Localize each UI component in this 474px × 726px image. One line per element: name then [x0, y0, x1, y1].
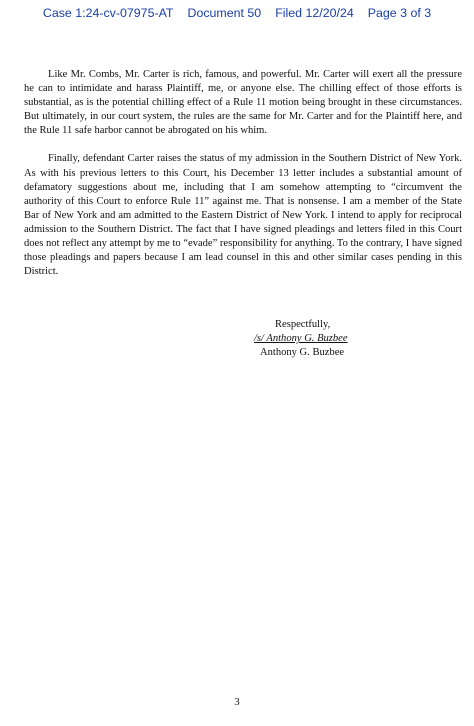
page-indicator: Page 3 of 3	[367, 6, 432, 20]
signer-name: Anthony G. Buzbee	[260, 347, 345, 358]
page-number: 3	[234, 697, 240, 708]
filed-date: Filed 12/20/24	[275, 6, 354, 20]
case-number: Case 1:24-cv-07975-AT	[42, 6, 174, 20]
letter-body	[24, 68, 462, 293]
paragraph-rule-11-safe-harbor: Like Mr. Combs, Mr. Carter is rich, famous, and powerful. Mr. Carter will exert all the pressure he can to intimidate and harass Plaintiff, me, or anyone else. The chilling effect of those efforts is substantial, as is the potential chilling effect of a Rule 11 motion being brought in these circumstances. But ultimately, in our court system, the rules are the same for Mr. Carter and for the Plaintiff here, and the Rule 11 safe harbor cannot be abrogated on his whim.	[24, 69, 462, 137]
document-number: Document 50	[187, 6, 262, 20]
signature-block	[254, 318, 348, 360]
paragraph-admission-status: Finally, defendant Carter raises the status of my admission in the Southern District of New York. As with his previous letters to this Court, his December 13 letter includes a substantial amount of defamatory suggestions about me, including that I am somehow attempting to “circumvent the authority of this Court to enforce Rule 11” against me. That is nonsense. I am a member of the State Bar of New York and am admitted to the Eastern District of New York. I intend to apply for reciprocal admission to the Southern District. The fact that I have signed pleadings and letters filed in this Court does not reflect any attempt by me to “evade” responsibility for anything. To the contrary, I have signed those pleadings and papers because I am lead counsel in this and other similar cases pending in this District.	[24, 153, 462, 278]
closing: Respectfully,	[275, 319, 331, 330]
ecf-header-stamp	[0, 6, 474, 20]
electronic-signature: /s/ Anthony G. Buzbee	[254, 333, 348, 344]
